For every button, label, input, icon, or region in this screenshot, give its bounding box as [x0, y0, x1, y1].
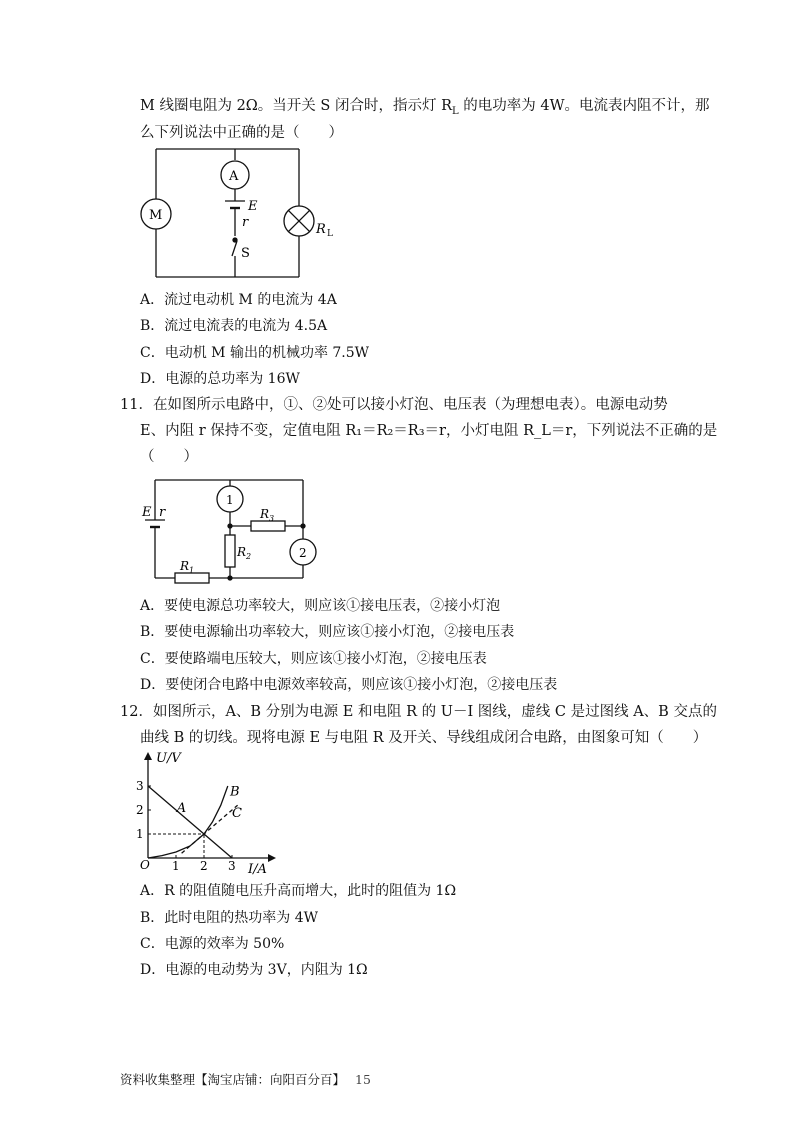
series-B-label: B [230, 784, 240, 800]
x-tick-label: 1 [172, 859, 180, 873]
q12-ui-chart [130, 750, 280, 875]
x-axis-arrow [268, 854, 276, 862]
q11-stem-line3: （ ） [140, 449, 198, 465]
q10-stem-line2: 么下列说法中正确的是（ ） [140, 125, 343, 141]
q12-stem-line1: 12．如图所示，A、B 分别为电源 E 和电阻 R 的 U－I 图线，虚线 C 是过图线 A、B 交点的 [120, 704, 717, 720]
emf-label: E [248, 199, 258, 214]
q10-option-c: C．电动机 M 输出的机械功率 7.5W [140, 345, 370, 361]
series-C-label: C [232, 806, 242, 822]
x-tick-label: 2 [200, 859, 208, 873]
lamp-label-sub: L [327, 229, 333, 239]
q11-option-d: D．要使闭合电路中电源效率较高，则应该①接小灯泡，②接电压表 [140, 677, 558, 693]
q11-stem-line2: E、内阻 r 保持不变，定值电阻 R₁＝R₂＝R₃＝r，小灯电阻 R_L＝r，下列说法不正确的是 [140, 423, 718, 439]
r1-label: $R_1$ [180, 559, 195, 575]
switch-label: S [241, 246, 250, 261]
slot2-label: 2 [299, 546, 307, 560]
q10-circuit-figure [140, 144, 326, 284]
q10-stem-line1: M 线圈电阻为 2Ω。当开关 S 闭合时，指示灯 $R_L$ 的电功率为 4W。电流表内阻不计，那 [140, 98, 710, 117]
q10-option-a: A．流过电动机 M 的电流为 4A [140, 292, 337, 308]
series-A-label: A [176, 801, 187, 816]
ammeter-label: A [229, 169, 239, 184]
q12-option-a: A．R 的阻值随电压升高而增大，此时的阻值为 1Ω [140, 883, 457, 899]
r3-resistor [251, 521, 285, 531]
series-A-line [148, 786, 232, 858]
q11-option-c: C．要使路端电压较大，则应该①接小灯泡，②接电压表 [140, 651, 487, 667]
x-tick-label: 3 [228, 859, 236, 873]
q12-option-d: D．电源的电动势为 3V，内阻为 1Ω [140, 962, 368, 978]
y-tick-label: 2 [136, 803, 144, 817]
q11-option-a: A．要使电源总功率较大，则应该①接电压表，②接小灯泡 [140, 598, 501, 614]
q12-option-b: B．此时电阻的热功率为 4W [140, 910, 319, 926]
q10-option-b: B．流过电流表的电流为 4.5A [140, 318, 328, 334]
y-tick-label: 3 [136, 779, 144, 793]
q12-option-c: C．电源的效率为 50% [140, 936, 285, 952]
page-number: 15 [355, 1072, 371, 1087]
page-footer [120, 1070, 371, 1088]
y-axis-label: U/V [156, 751, 181, 766]
x-axis-label: I/A [248, 862, 267, 877]
q11-circuit-figure [140, 472, 330, 587]
switch-blade [232, 241, 237, 256]
q10-option-d: D．电源的总功率为 16W [140, 371, 300, 387]
q11-option-b: B．要使电源输出功率较大，则应该①接小灯泡，②接电压表 [140, 624, 515, 640]
lamp-label: R [316, 222, 326, 237]
q12-stem-line2: 曲线 B 的切线。现将电源 E 与电阻 R 及开关、导线组成闭合电路，由图象可知（ ） [140, 730, 708, 746]
r3-label: $R_3$ [260, 507, 275, 523]
q11-stem-line1: 11．在如图所示电路中，①、②处可以接小灯泡、电压表（为理想电表）。电源电动势 [120, 397, 668, 413]
slot1-label: 1 [226, 493, 234, 507]
r2-label: $R_2$ [237, 545, 252, 561]
q11-emf-label: E [142, 505, 152, 520]
r2-resistor [225, 535, 235, 567]
footer-text: 资料收集整理【淘宝店铺：向阳百分百】 [120, 1072, 346, 1087]
y-tick-label: 1 [136, 827, 144, 841]
y-axis-arrow [144, 752, 152, 760]
origin-label: O [140, 858, 150, 872]
internal-r-label: r [242, 215, 249, 230]
q11-internal-r-label: r [159, 505, 166, 520]
motor-label: M [149, 208, 163, 223]
